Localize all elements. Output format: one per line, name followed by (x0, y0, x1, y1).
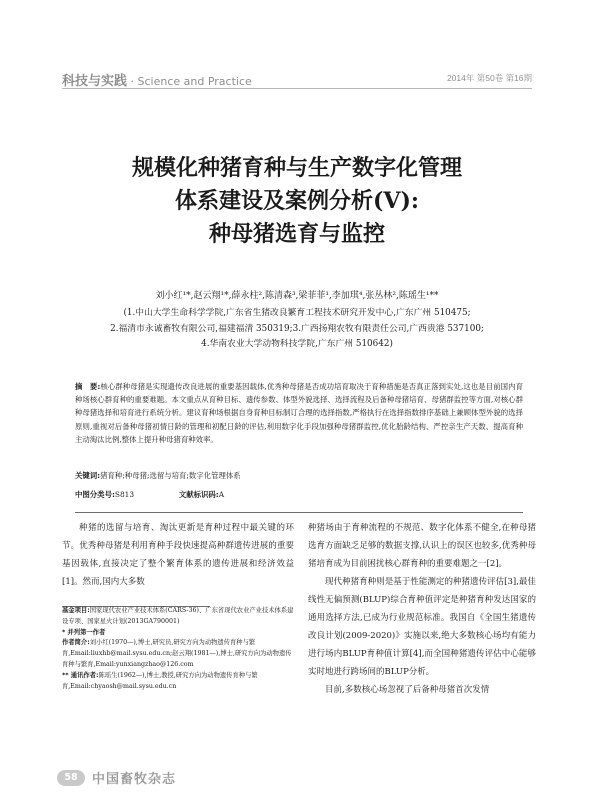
footnote-author-bio (62, 638, 294, 670)
doc-code-value: A (218, 490, 225, 499)
body-paragraph: 种猪场由于育种流程的不规范、数字化体系不健全,在种母猪选育方面缺乏足够的数据支撑,认识上的误区也较多,优秀种母猪培育成为目前困扰核心群育种的重要难题之一[2]。 (308, 523, 536, 569)
footnote-text: 陈瑶生(1962—),博士,教授,研究方向为动物遗传育种与繁育,Email:chyaosh@mail.sysu.edu.cn (62, 671, 258, 690)
keywords-text: 猪育种;种母猪;选留与培育;数字化管理体系 (100, 471, 241, 480)
footnote-text: 国家现代农业产业技术体系(CARS-36)、广东省现代农业产业技术体系建设专项、国家星火计划(2013GA790001) (62, 607, 294, 625)
affiliation-line: 4.华南农业大学动物科技学院,广东广州 510642) (201, 339, 393, 349)
title-line: 种母猪选育与监控 (208, 221, 385, 247)
header-divider (62, 88, 532, 89)
keywords (75, 470, 241, 481)
header-section-label (62, 70, 252, 89)
title-line: 体系建设及案例分析(Ⅴ): (174, 188, 419, 214)
author-list: 刘小红¹*,赵云翔¹*,薛永柱²,陈清森³,梁菲菲¹,李加琪⁴,张丛林²,陈瑶生¹** (155, 291, 439, 301)
keywords-label: 关键词: (75, 471, 101, 480)
abstract-divider (75, 512, 523, 513)
clc-label: 中图分类号: (75, 490, 115, 499)
abstract (75, 380, 523, 446)
header-brand-en: · Science and Practice (130, 75, 252, 88)
journal-name: 中国畜牧杂志 (92, 772, 177, 787)
body-left-column (62, 519, 294, 591)
footnote-co-first (62, 628, 294, 639)
footnote-label: * 并列第一作者 (62, 628, 106, 636)
clc-value: S813 (114, 490, 135, 499)
body-paragraph: 种猪的选留与培育、淘汰更新是育种过程中最关键的环节。优秀种母猪是利用育种手段快速提高种群遗传进展的重要基因载体,直接决定了整个繁育体系的遗传进展和经济效益[1]。然而,国内大多数 (62, 523, 294, 587)
header-brand: 科技与实践 (62, 74, 128, 89)
affiliation-line: 2.福清市永诚畜牧有限公司,福建福清 350319;3.广西扬翔农牧有限责任公司,广西贵港 537100; (110, 323, 484, 334)
footnote-label: ** 通讯作者: (62, 671, 99, 679)
abstract-label: 摘 要: (75, 382, 101, 391)
footnote-label: 作者简介: (62, 639, 90, 647)
doc-code-label: 文献标识码: (178, 490, 219, 499)
page-number: 58 (57, 770, 85, 786)
affiliation-line: (1.中山大学生命科学学院,广东省生猪改良繁育工程技术研究开发中心,广东广州 510475; (123, 308, 471, 318)
classification (75, 489, 224, 500)
body-paragraph: 现代种猪育种则是基于性能测定的种猪遗传评估[3],最佳线性无偏预测(BLUP)综合育种值评定是种猪育种发达国家的通用选择方法,已成为行业规范标准。我国自《全国生猪遗传改良计划(2009-2020)》实施以来,绝大多数核心场均有能力进行场内BLUP育种值计算[4],而全国种猪遗传评估中心能够实时地进行跨场间的BLUP分析。 (308, 577, 536, 677)
body-paragraph: 目前,多数核心场忽视了后备种母猪首次发情 (325, 685, 490, 695)
footnotes (62, 606, 294, 692)
footnote-text: 刘小红(1970—),博士,研究员,研究方向为动物遗传育种与繁育,Email:liuxhb@mail.sysu.edu.cn;赵云翔(1981—),博士,研究方向为动物遗传育种与繁育,Email:yunxiangzhao@126.com (62, 639, 292, 668)
abstract-text: 核心群种母猪是实现遗传改良进展的重要基因载体,优秀种母猪是否成功培育取决于育种措施是否真正落到实处,这也是目前国内育种场核心群育种的重要难题。本文重点从育种目标、遗传参数、体型外貌选择、选择流程及后备种母猪培育、母猪群监控等方面,对核心群种母猪选择和培育进行系统分析。建议育种场根据自身育种目标制订合理的选择指数,严格执行在选择指数排序基础上兼顾体型外貌的选择原则,重视对后备种母猪初情日龄的管理和初配日龄的评估,利用数字化手段加强种母猪群监控,优化胎龄结构、严控亲生产天数、提高育种主动淘汰比例,整体上提升种母猪育种效率。 (75, 382, 523, 444)
issue-info: 2014年 第50卷 第16期 (446, 73, 532, 83)
footnote-label: 基金项目: (62, 607, 90, 614)
footnote-corresponding (62, 671, 294, 693)
title-line: 规模化种猪育种与生产数字化管理 (131, 155, 462, 181)
footnote-funding (62, 606, 294, 628)
body-right-column (308, 519, 536, 699)
affiliations (60, 306, 534, 353)
article-title (40, 152, 554, 251)
